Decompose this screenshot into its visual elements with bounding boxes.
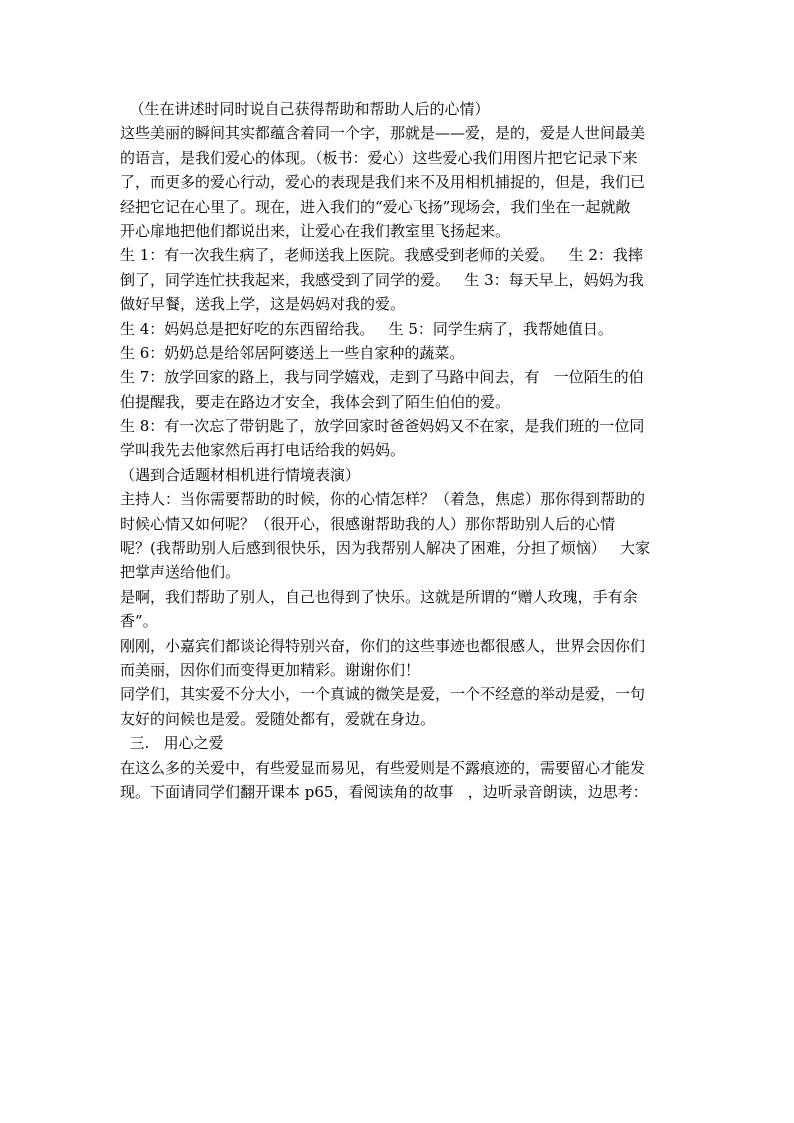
text-line: 生 1：有一次我生病了，老师送我上医院。我感受到老师的关爱。 生 2：我摔 <box>120 246 643 265</box>
text-line: 把掌声送给他们。 <box>120 563 241 582</box>
text-line: （遇到合适题材相机进行情境表演） <box>120 465 361 484</box>
text-line: 在这么多的关爱中，有些爱显而易见，有些爱则是不露痕迹的，需要留心才能发 <box>120 758 646 777</box>
text-line: 的语言，是我们爱心的体现。（板书：爱心）这些爱心我们用图片把它记录下来 <box>120 148 638 167</box>
text-line: 生 6：奶奶总是给邻居阿婆送上一些自家种的蔬菜。 <box>120 343 465 362</box>
text-line: 做好早餐，送我上学，这是妈妈对我的爱。 <box>120 295 406 314</box>
text-line: 友好的问候也是爱。爱随处都有，爱就在身边。 <box>120 709 436 728</box>
text-line: 开心扉地把他们都说出来，让爱心在我们教室里飞扬起来。 <box>120 221 511 240</box>
text-line: （生在讲述时同时说自己获得帮助和帮助人后的心情） <box>120 100 490 118</box>
text-line: 是啊，我们帮助了别人，自己也得到了快乐。这就是所谓的“赠人玫瑰，手有余 <box>120 587 638 606</box>
text-line: 经把它记在心里了。现在，进入我们的“爱心飞扬”现场会，我们坐在一起就敞 <box>120 197 631 216</box>
text-line: 倒了，同学连忙扶我起来，我感受到了同学的爱。 生 3：每天早上，妈妈为我 <box>120 270 644 289</box>
text-line: 生 8：有一次忘了带钥匙了，放学回家时爸爸妈妈又不在家，是我们班的一位同 <box>120 417 645 436</box>
text-line: 呢？(我帮助别人后感到很快乐，因为我帮别人解决了困难，分担了烦恼） 大家 <box>120 539 651 558</box>
text-line: 这些美丽的瞬间其实都蕴含着同一个字，那就是——爱，是的，爱是人世间最美 <box>120 124 646 143</box>
section-heading: 三. 用心之爱 <box>120 734 224 753</box>
text-line: 时候心情又如何呢？（很开心，很感谢帮助我的人）那你帮助别人后的心情 <box>120 514 616 533</box>
text-line: 生 7：放学回家的路上，我与同学嬉戏，走到了马路中间去，有 一位陌生的伯 <box>120 368 644 387</box>
text-line: 了，而更多的爱心行动，爱心的表现是我们来不及用相机捕捉的，但是，我们已 <box>120 173 646 192</box>
text-line: 香”。 <box>120 612 158 631</box>
text-line: 生 4：妈妈总是把好吃的东西留给我。 生 5：同学生病了，我帮她值日。 <box>120 319 613 338</box>
text-line: 而美丽，因你们而变得更加精彩。谢谢你们！ <box>120 660 421 679</box>
text-line: 主持人：当你需要帮助的时候，你的心情怎样？（着急，焦虑）那你得到帮助的 <box>120 490 646 509</box>
text-line: 现。下面请同学们翻开课本 p65，看阅读角的故事 ，边听录音朗读，边思考： <box>120 782 648 801</box>
text-line: 刚刚，小嘉宾们都谈论得特别兴奋，你们的这些事迹也都很感人，世界会因你们 <box>120 636 646 655</box>
text-line: 学叫我先去他家然后再打电话给我的妈妈。 <box>120 441 406 460</box>
text-line: 伯提醒我，要走在路边才安全，我体会到了陌生伯伯的爱。 <box>120 392 511 411</box>
text-line: 同学们，其实爱不分大小，一个真诚的微笑是爱，一个不经意的举动是爱，一句 <box>120 685 646 704</box>
document-body <box>120 97 680 804</box>
